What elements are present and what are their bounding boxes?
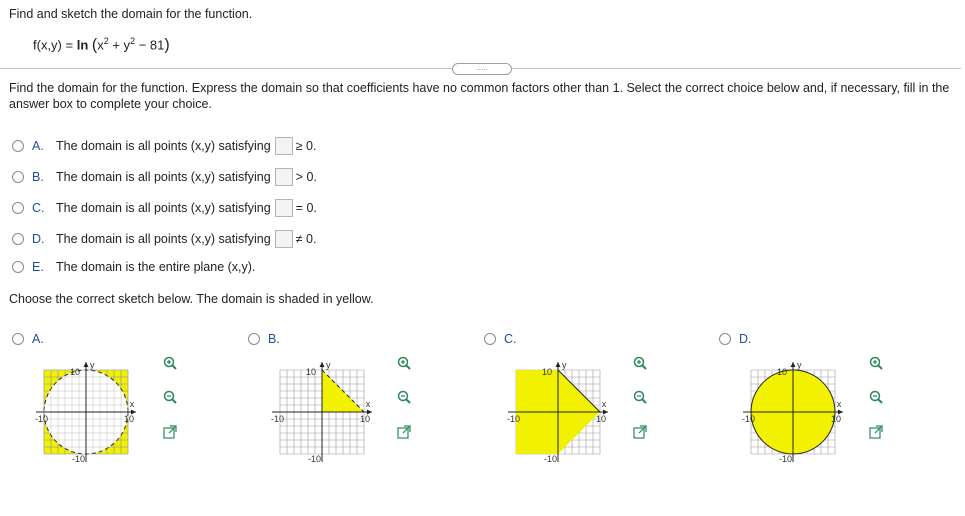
radio-button[interactable] [12, 333, 24, 345]
y-tick-neg: -10 [544, 454, 558, 464]
x-tick-pos: 10 [360, 414, 371, 424]
zoom-out-icon[interactable] [397, 390, 411, 404]
x-tick-neg: -10 [507, 414, 521, 424]
x-axis-label: x [365, 399, 371, 409]
choice-letter: E. [32, 260, 44, 274]
y-tick-neg: -10 [779, 454, 793, 464]
y-tick-pos: 10 [542, 367, 553, 377]
y-arrow [84, 362, 89, 367]
expand-icon[interactable] [633, 425, 647, 439]
zoom-in-icon[interactable] [633, 356, 647, 370]
choice-relation: > 0. [295, 170, 317, 184]
choice-letter: A. [32, 332, 44, 346]
sketch-choice-d[interactable] [719, 331, 763, 347]
sketch-choice-c[interactable] [484, 331, 528, 347]
choice-letter: B. [32, 170, 44, 184]
function-formula: $f(x,y) = \ln (x^2 + y^2 - 81)$ [33, 36, 170, 54]
radio-button[interactable] [12, 233, 24, 245]
choice-letter: B. [268, 332, 280, 346]
y-arrow [556, 362, 561, 367]
sketch-choice-a[interactable] [12, 331, 56, 347]
zoom-out-icon[interactable] [633, 390, 647, 404]
y-axis-label: y [562, 360, 567, 370]
y-arrow [320, 362, 325, 367]
answer-box[interactable] [275, 230, 293, 248]
x-tick-neg: -10 [742, 414, 756, 424]
radio-button[interactable] [12, 261, 24, 273]
answer-box[interactable] [275, 137, 293, 155]
choice-letter: D. [739, 332, 752, 346]
y-tick-neg: -10 [72, 454, 86, 464]
choice-letter: C. [504, 332, 517, 346]
radio-button[interactable] [12, 171, 24, 183]
question-title: Find and sketch the domain for the function. [9, 7, 253, 21]
choice-text: The domain is all points (x,y) satisfying [56, 139, 271, 153]
x-axis-label: x [601, 399, 607, 409]
answer-box[interactable] [275, 168, 293, 186]
choice-d[interactable] [12, 228, 316, 250]
x-axis-label: x [129, 399, 135, 409]
y-tick-pos: 10 [306, 367, 317, 377]
choice-relation: = 0. [295, 201, 317, 215]
radio-button[interactable] [12, 140, 24, 152]
choice-text: The domain is all points (x,y) satisfying [56, 232, 271, 246]
x-tick-pos: 10 [596, 414, 607, 424]
zoom-in-icon[interactable] [163, 356, 177, 370]
y-axis-label: y [797, 360, 802, 370]
sketch-choice-b[interactable] [248, 331, 292, 347]
expand-icon[interactable] [163, 425, 177, 439]
x-tick-pos: 10 [124, 414, 135, 424]
expand-icon[interactable] [397, 425, 411, 439]
y-arrow [791, 362, 796, 367]
zoom-out-icon[interactable] [869, 390, 883, 404]
sketch-graph-a [34, 360, 138, 464]
choice-b[interactable] [12, 166, 317, 188]
radio-button[interactable] [484, 333, 496, 345]
choice-relation: ≠ 0. [295, 232, 317, 246]
expand-more-button[interactable]: ..... [452, 63, 512, 75]
radio-button[interactable] [719, 333, 731, 345]
radio-button[interactable] [12, 202, 24, 214]
zoom-out-icon[interactable] [163, 390, 177, 404]
sketch-graph-d [741, 360, 845, 464]
sketch-prompt: Choose the correct sketch below. The domain is shaded in yellow. [9, 292, 374, 306]
choice-e[interactable] [12, 256, 255, 278]
answer-box[interactable] [275, 199, 293, 217]
zoom-in-icon[interactable] [397, 356, 411, 370]
sketch-graph-b [270, 360, 374, 464]
x-axis-label: x [836, 399, 842, 409]
radio-button[interactable] [248, 333, 260, 345]
choice-c[interactable] [12, 197, 317, 219]
choice-relation: ≥ 0. [295, 139, 317, 153]
choice-text: The domain is the entire plane (x,y). [56, 260, 256, 274]
x-tick-neg: -10 [271, 414, 285, 424]
y-tick-neg: -10 [308, 454, 322, 464]
y-axis-label: y [90, 360, 95, 370]
choice-a[interactable] [12, 135, 316, 157]
x-tick-pos: 10 [831, 414, 842, 424]
y-axis-label: y [326, 360, 331, 370]
choice-letter: C. [32, 201, 45, 215]
instructions: Find the domain for the function. Express the domain so that coefficients have no common factors other than 1. Select the correct choice below and, if necessary, fill in the answer box to complete your choice. [9, 81, 950, 111]
choice-letter: D. [32, 232, 45, 246]
choice-text: The domain is all points (x,y) satisfying [56, 170, 271, 184]
choice-letter: A. [32, 139, 44, 153]
zoom-in-icon[interactable] [869, 356, 883, 370]
x-tick-neg: -10 [35, 414, 49, 424]
sketch-graph-c [506, 360, 610, 464]
y-tick-pos: 10 [70, 367, 81, 377]
choice-text: The domain is all points (x,y) satisfying [56, 201, 271, 215]
expand-icon[interactable] [869, 425, 883, 439]
y-tick-pos: 10 [777, 367, 788, 377]
